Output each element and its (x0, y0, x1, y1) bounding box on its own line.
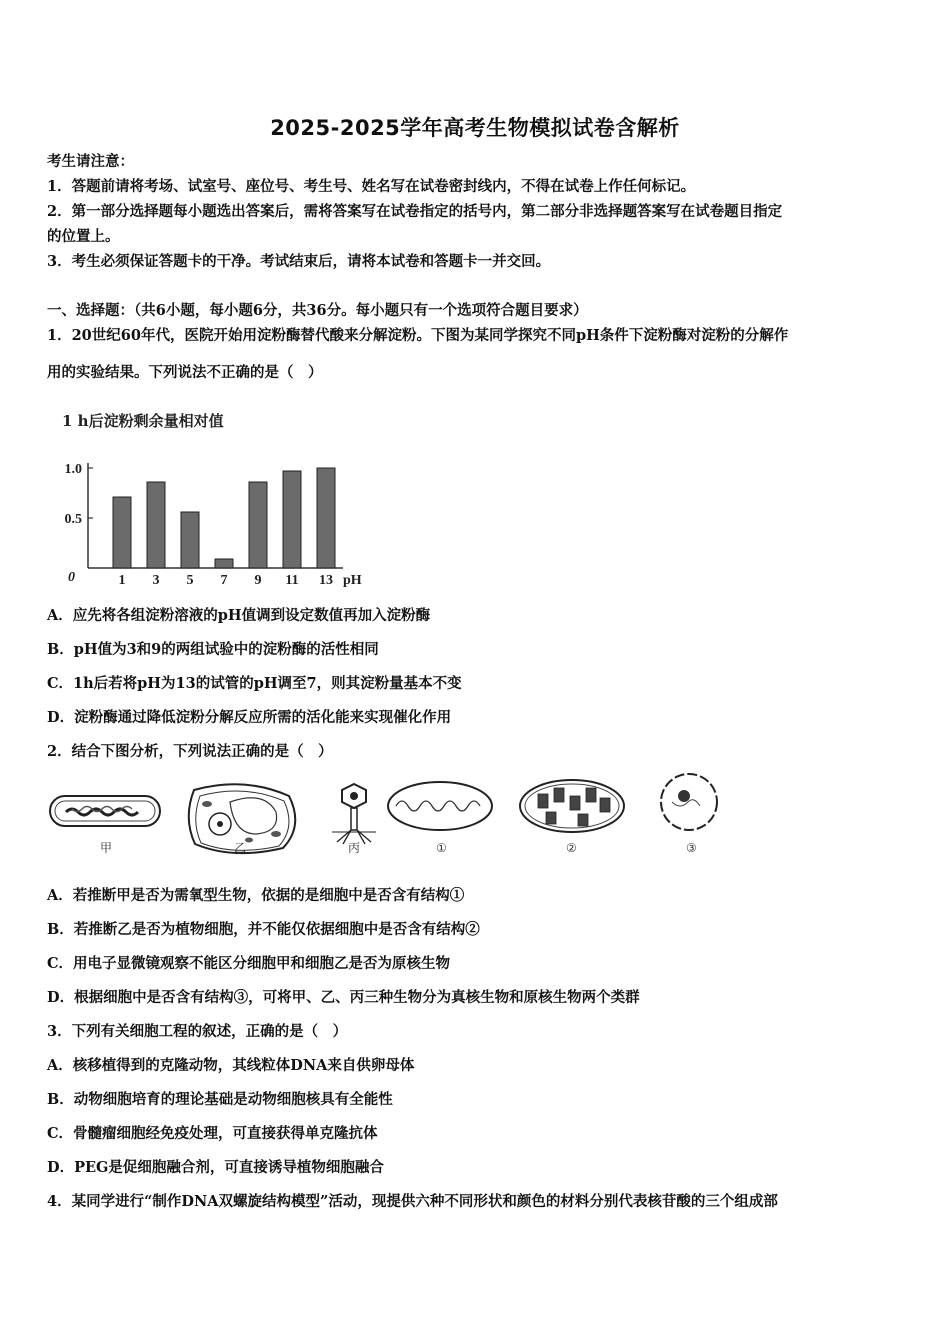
bar-ph-1 (113, 497, 131, 568)
q3-option-d: D．PEG是促细胞融合剂，可直接诱导植物细胞融合 (47, 1159, 384, 1176)
q2-option-a: A．若推断甲是否为需氧型生物，依据的是细胞中是否含有结构① (47, 887, 465, 904)
mitochondrion-diagram (388, 782, 492, 830)
figure-label-jia: 甲 (100, 841, 113, 855)
figure-label-3: ③ (686, 841, 697, 855)
q1-option-b: B．pH值为3和9的两组试验中的淀粉酶的活性相同 (47, 641, 379, 658)
bar-ph-11 (283, 471, 301, 568)
y-tick-label: 1.0 (64, 462, 82, 477)
figure-label-1: ① (436, 841, 447, 855)
q2-stem: 2．结合下图分析，下列说法正确的是（ ） (47, 743, 333, 760)
origin-label: 0 (68, 570, 75, 585)
q1-option-d: D．淀粉酶通过降低淀粉分解反应所需的活化能来实现催化作用 (47, 709, 452, 726)
ph-bar-chart (50, 402, 380, 592)
bacteriophage-diagram (332, 784, 376, 844)
bar-ph-7 (215, 559, 233, 568)
bar-ph-3 (147, 482, 165, 568)
figure-label-yi: 乙 (234, 841, 247, 855)
section-heading: 一、选择题：（共6小题，每小题6分，共36分。每小题只有一个选项符合题目要求） (47, 302, 588, 319)
q3-stem: 3．下列有关细胞工程的叙述，正确的是（ ） (47, 1023, 348, 1040)
figure-label-2: ② (566, 841, 577, 855)
q2-option-d: D．根据细胞中是否含有结构③，可将甲、乙、丙三种生物分为真核生物和原核生物两个类群 (47, 989, 640, 1006)
notice-item: 的位置上。 (47, 228, 120, 245)
x-tick-label: 9 (254, 573, 262, 588)
x-tick-label: 3 (152, 573, 160, 588)
q3-option-b: B．动物细胞培育的理论基础是动物细胞核具有全能性 (47, 1091, 393, 1108)
x-tick-label: 11 (285, 573, 299, 588)
chloroplast-diagram (520, 780, 624, 832)
bar-ph-13 (317, 468, 335, 568)
notice-item: 1．答题前请将考场、试室号、座位号、考生号、姓名写在试卷密封线内，不得在试卷上作任何标记。 (47, 178, 696, 195)
q1-stem: 1．20世纪60年代，医院开始用淀粉酶替代酸来分解淀粉。下图为某同学探究不同pH条件下淀粉酶对淀粉的分解作 (47, 327, 789, 344)
chart-title: 1 h后淀粉剩余量相对值 (62, 412, 224, 430)
page-title: 2025-2025学年高考生物模拟试卷含解析 (270, 116, 680, 140)
x-tick-label: 5 (186, 573, 194, 588)
x-tick-label: 7 (220, 573, 228, 588)
q2-option-b: B．若推断乙是否为植物细胞，并不能仅依据细胞中是否含有结构② (47, 921, 480, 938)
figure-label-bing: 丙 (348, 841, 361, 855)
x-axis-title: pH (343, 573, 362, 588)
q4-stem: 4．某同学进行“制作DNA双螺旋结构模型”活动，现提供六种不同形状和颜色的材料分别代表核苷酸的三个组成部 (47, 1193, 778, 1210)
q1-option-a: A．应先将各组淀粉溶液的pH值调到设定数值再加入淀粉酶 (47, 607, 431, 624)
nucleus-diagram (661, 774, 717, 830)
notice-item: 3．考生必须保证答题卡的干净。考试结束后，请将本试卷和答题卡一并交回。 (47, 253, 551, 270)
q1-option-c: C．1h后若将pH为13的试管的pH调至7，则其淀粉量基本不变 (47, 675, 462, 692)
bar-ph-5 (181, 512, 199, 568)
y-tick-label: 0.5 (64, 512, 82, 527)
x-tick-label: 1 (118, 573, 126, 588)
x-tick-label: 13 (319, 573, 333, 588)
q3-option-a: A．核移植得到的克隆动物，其线粒体DNA来自供卵母体 (47, 1057, 415, 1074)
q2-option-c: C．用电子显微镜观察不能区分细胞甲和细胞乙是否为原核生物 (47, 955, 451, 972)
notice-heading: 考生请注意： (47, 153, 134, 170)
q3-option-c: C．骨髓瘤细胞经免疫处理，可直接获得单克隆抗体 (47, 1125, 378, 1142)
q1-stem: 用的实验结果。下列说法不正确的是（ ） (47, 364, 323, 381)
bacterium-cell-diagram (50, 796, 160, 826)
bar-ph-9 (249, 482, 267, 568)
notice-item: 2．第一部分选择题每小题选出答案后，需将答案写在试卷指定的括号内，第二部分非选择题答案写在试卷题目指定 (47, 203, 783, 220)
cell-structures-figure (44, 772, 734, 862)
